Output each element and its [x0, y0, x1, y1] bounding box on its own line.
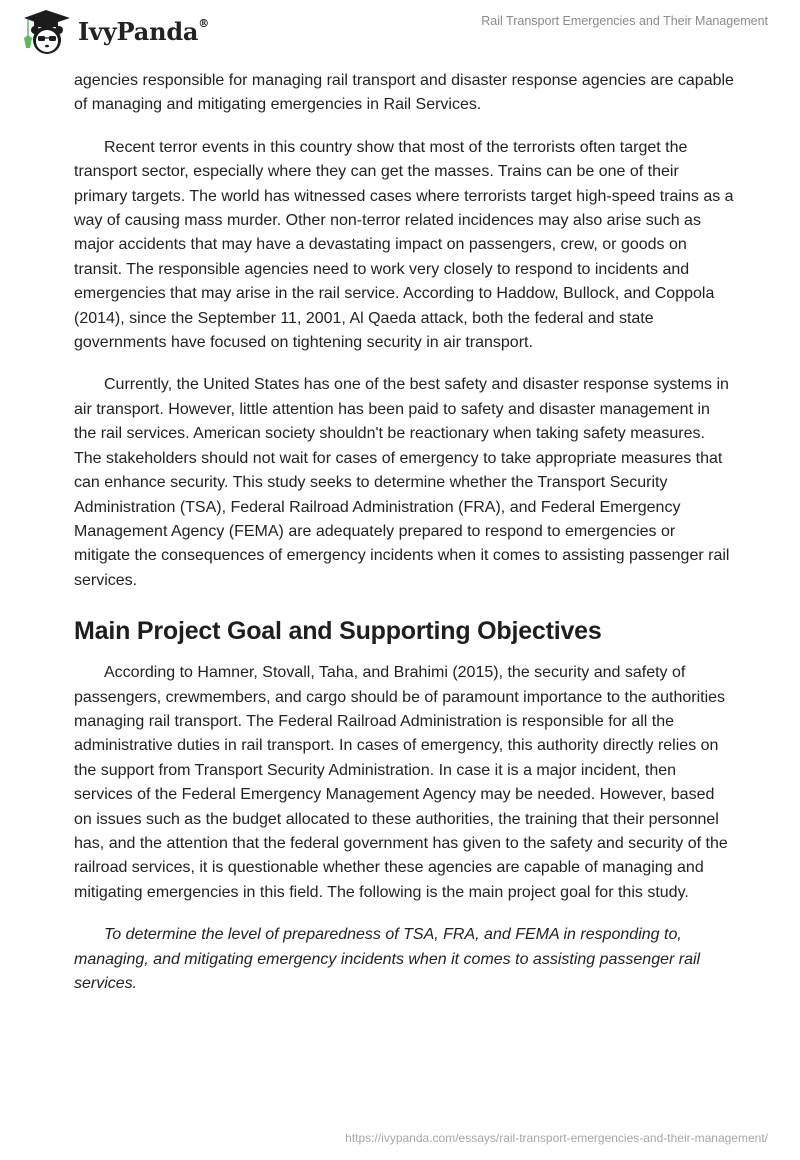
source-url[interactable]: https://ivypanda.com/essays/rail-transport-emergencies-and-their-management/ — [345, 1131, 768, 1145]
page-header — [0, 0, 800, 60]
paragraph-continuation: agencies responsible for managing rail transport and disaster response agencies are capable of managing and mitigating emergencies in Rail Services. — [74, 72, 734, 114]
paragraph-terror-events: Recent terror events in this country show that most of the terrorists often target the transport sector, especially where they can get the masses. Trains can be one of their primary targets. The world has witnessed cases where terrorists target high-speed trains as a way of causing mass murder. Other non-terror related incidences may also arise such as major accidents that may have a devastating impact on passengers, crew, or goods on transit. The responsible agencies need to work very closely to respond to incidents and emergencies that may arise in the rail service. According to Haddow, Bullock, and Coppola (2014), since the September 11, 2001, Al Qaeda attack, both the federal and state governments have focused on tightening security in air transport. — [74, 138, 734, 352]
trademark-symbol: ® — [198, 16, 210, 30]
brand-text: IvyPanda — [78, 16, 199, 46]
section-heading: Main Project Goal and Supporting Objectives — [74, 617, 602, 646]
paragraph-current-state: Currently, the United States has one of the best safety and disaster response systems in air transport. However, little attention has been paid to safety and disaster management in the rail services. American society shouldn't be reactionary when taking safety measures. The stakeholders should not wait for cases of emergency to take appropriate measures that can enhance security. This study seeks to determine whether the Transport Security Administration (TSA), Federal Railroad Administration (FRA), and Federal Emergency Management Agency (FEMA) are adequately prepared to respond to emergencies or mitigate the consequences of emergency incidents when it comes to assisting passenger rail services. — [74, 376, 730, 589]
ivypanda-logo[interactable] — [16, 8, 209, 56]
paragraph-project-context: According to Hamner, Stovall, Taha, and Brahimi (2015), the security and safety of passengers, crewmembers, and cargo should be of paramount importance to the authorities managing rail transport. The Federal Railroad Administration is responsible for all the administrative duties in rail transport. In cases of emergency, this authority directly relies on the support from Transport Security Administration. In case it is a major incident, then services of the Federal Emergency Management Agency may be needed. However, based on issues such as the budget allocated to these authorities, the training that their personnel has, and the attention that the federal government has given to the safety and security of the railroad services, it is questionable whether these agencies are capable of managing and mitigating emergencies in this field. The following is the main project goal for this study. — [74, 664, 728, 901]
document-title: Rail Transport Emergencies and Their Management — [481, 14, 768, 28]
brand-name — [78, 17, 209, 46]
essay-body — [74, 69, 734, 996]
project-goal-statement: To determine the level of preparedness of TSA, FRA, and FEMA in responding to, managing, and mitigating emergency incidents when it comes to assisting passenger rail services. — [74, 926, 701, 992]
panda-graduate-icon — [16, 8, 76, 56]
